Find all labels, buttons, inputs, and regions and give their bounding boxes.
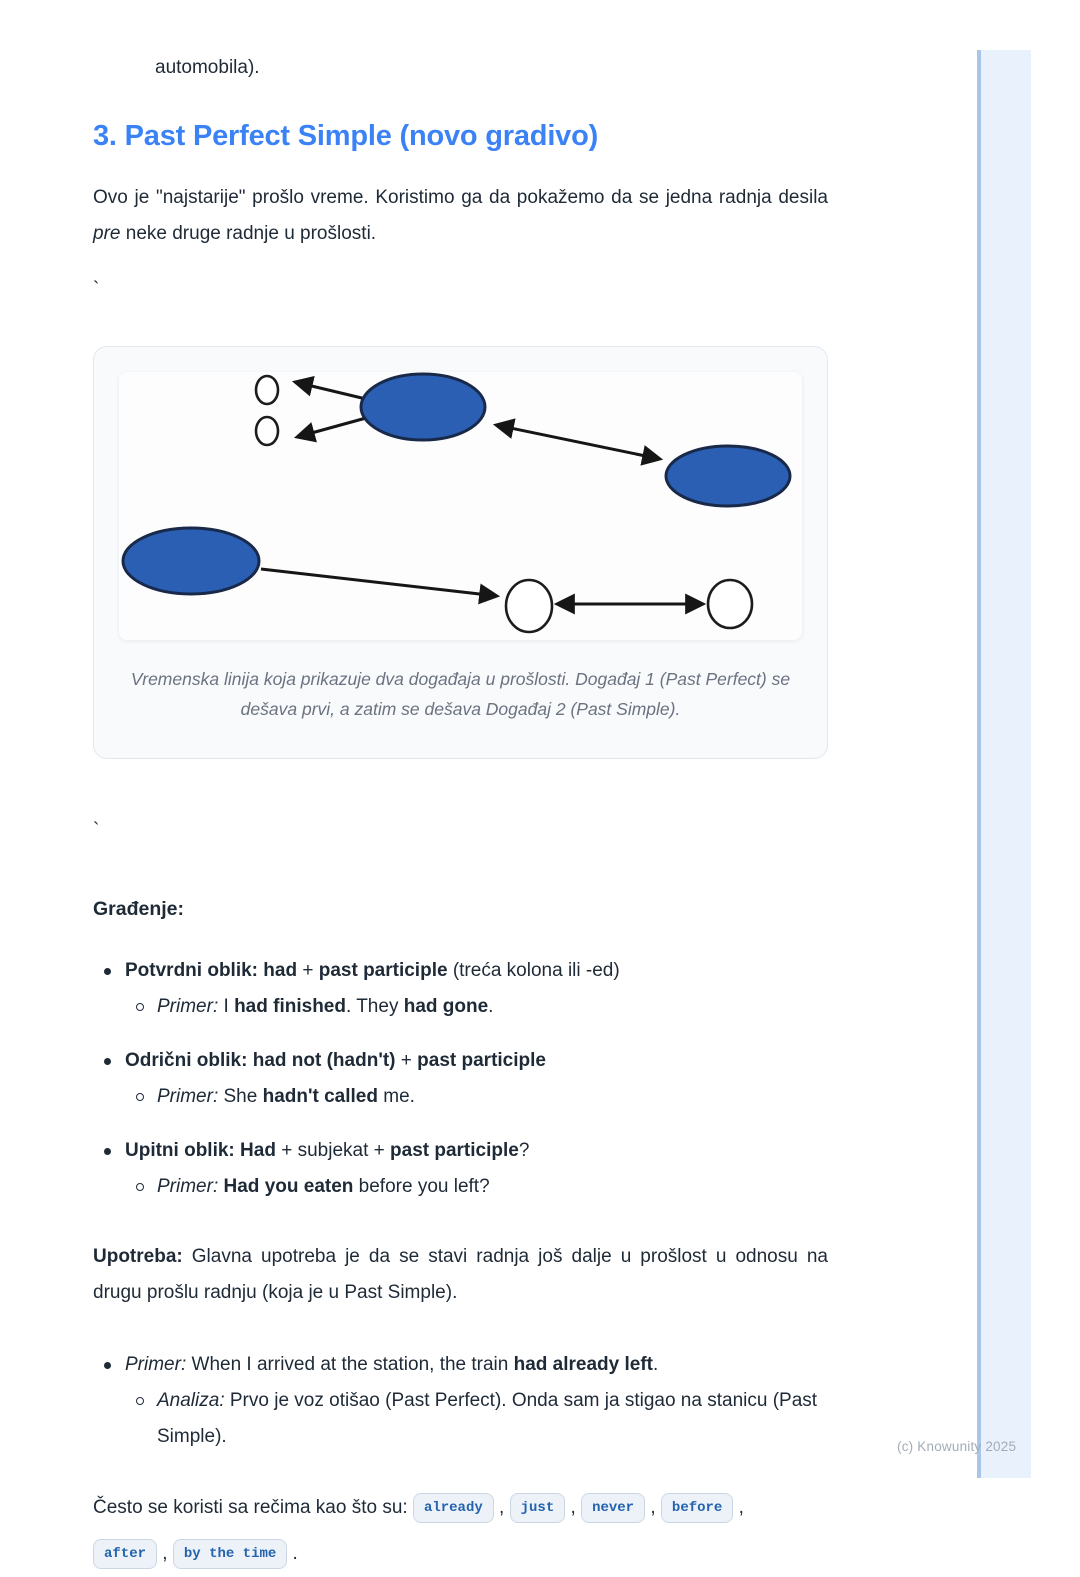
intro-paragraph: Ovo je "najstarije" prošlo vreme. Koristimo ga da pokažemo da se jedna radnja desila pre neke druge radnje u prošlosti. — [93, 187, 828, 244]
timeline-point-c — [506, 580, 552, 632]
upotreba-paragraph: Upotreba: Glavna upotreba je da se stavi radnja još dalje u prošlost u odnosu na drugu prošlu radnju (koja je u Past Simple). — [93, 1246, 828, 1303]
previous-item-continuation: automobila). — [155, 57, 260, 78]
section-heading: 3. Past Perfect Simple (novo gradivo) — [93, 120, 599, 152]
figure-card — [93, 346, 828, 759]
stray-backtick-1: ` — [93, 279, 100, 300]
arrow-event1-to-point-b — [297, 418, 366, 437]
sub-item — [125, 1169, 828, 1205]
list-item-odricni — [93, 1043, 828, 1115]
circle-bullet-icon — [136, 1397, 144, 1405]
document-content — [93, 0, 828, 1577]
bullet-icon — [104, 1058, 111, 1065]
code-chip: never — [581, 1493, 645, 1523]
common-words-paragraph: Često se koristi sa rečima kao što su: already , just , never , before , after , by the time . — [93, 1485, 828, 1577]
event2-ellipse — [666, 446, 790, 506]
timeline-point-d — [708, 580, 752, 628]
code-chip: before — [661, 1493, 733, 1523]
sub-item — [125, 1079, 828, 1115]
code-chip: by the time — [173, 1539, 287, 1569]
arrow-event3-to-point-c — [261, 569, 497, 596]
double-arrow-event1-event2 — [496, 425, 660, 459]
gradjenje-list — [93, 953, 828, 1205]
gradjenje-label: Građenje: — [93, 898, 185, 920]
sub-item-line: Primer: I had finished. They had gone. — [157, 996, 494, 1017]
list-item-line: Odrični oblik: had not (hadn't) + past participle — [125, 1050, 546, 1071]
sub-item — [125, 1383, 828, 1455]
bullet-icon — [104, 1362, 111, 1369]
right-margin-bar — [977, 50, 1031, 1478]
list-item-primer — [93, 1347, 828, 1455]
list-item-line: Primer: When I arrived at the station, the train had already left. — [125, 1354, 659, 1375]
circle-bullet-icon — [136, 1183, 144, 1191]
copyright-watermark: (c) Knowunity 2025 — [897, 1439, 1017, 1454]
event3-ellipse — [123, 528, 259, 594]
sub-item-line: Primer: Had you eaten before you left? — [157, 1176, 490, 1197]
sub-item-line: Primer: She hadn't called me. — [157, 1086, 415, 1107]
timeline-point-b — [256, 417, 278, 445]
code-chip: just — [510, 1493, 566, 1523]
circle-bullet-icon — [136, 1003, 144, 1011]
list-item-potvrdni — [93, 953, 828, 1025]
timeline-diagram — [119, 372, 802, 640]
figure-caption: Vremenska linija koja prikazuje dva događaja u prošlosti. Događaj 1 (Past Perfect) se dešava prvi, a zatim se dešava Događaj 2 (Past Simple). — [130, 669, 791, 719]
list-item-line: Potvrdni oblik: had + past participle (treća kolona ili -ed) — [125, 960, 620, 981]
event1-ellipse — [361, 374, 485, 440]
code-chip: after — [93, 1539, 157, 1569]
circle-bullet-icon — [136, 1093, 144, 1101]
sub-item-line: Analiza: Prvo je voz otišao (Past Perfect). Onda sam ja stigao na stanicu (Past Simple). — [157, 1390, 818, 1447]
stray-backtick-2: ` — [93, 820, 100, 841]
bullet-icon — [104, 968, 111, 975]
list-item-line: Upitni oblik: Had + subjekat + past participle? — [125, 1140, 530, 1161]
list-item-upitni — [93, 1133, 828, 1205]
primer-list — [93, 1347, 828, 1455]
timeline-diagram-svg — [119, 372, 802, 640]
sub-item — [125, 989, 828, 1025]
code-chip: already — [413, 1493, 494, 1523]
arrow-event1-to-point-a — [295, 382, 366, 399]
timeline-point-a — [256, 376, 278, 404]
bullet-icon — [104, 1148, 111, 1155]
